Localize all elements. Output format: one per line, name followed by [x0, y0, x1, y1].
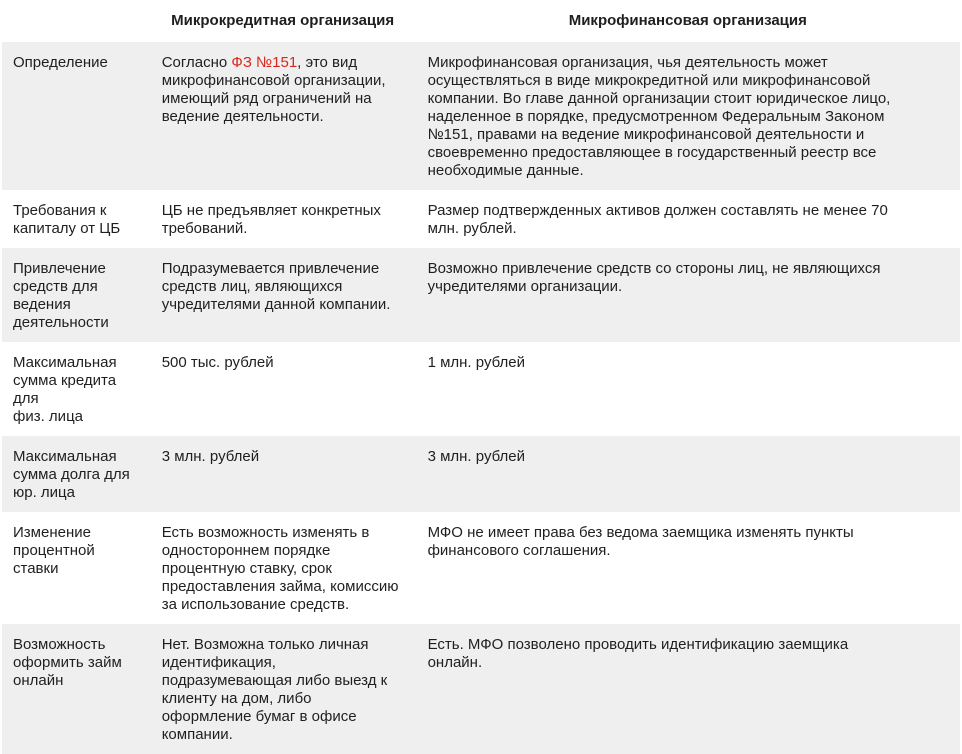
mko-line: ведение деятельности. — [161, 108, 324, 125]
table-row-capital — [2, 190, 960, 248]
label-line: капиталу от ЦБ — [13, 220, 121, 237]
mko-line: требований. — [161, 220, 248, 237]
mfo-cell — [416, 190, 960, 248]
mko-line: клиенту на дом, либо — [161, 690, 312, 707]
label-line: ведения — [13, 296, 71, 313]
fz151-link[interactable]: ФЗ №151 — [231, 54, 298, 71]
row-label — [2, 342, 150, 436]
mfo-cell — [416, 342, 960, 436]
mfo-line: компании. Во главе данной организации стоит юридическое лицо, — [427, 90, 891, 107]
mko-line: 3 млн. рублей — [161, 448, 260, 465]
mko-line — [162, 54, 406, 72]
row-label — [2, 190, 150, 248]
mfo-line: Размер подтвержденных активов должен составлять не менее 70 — [427, 202, 888, 219]
mko-line: одностороннем порядке — [161, 542, 331, 559]
mfo-line: онлайн. — [427, 654, 483, 671]
mko-line: микрофинансовой организации, — [161, 72, 386, 89]
label-line: процентной — [13, 542, 95, 559]
label-line: Привлечение — [13, 260, 106, 277]
mko-cell — [150, 342, 416, 436]
mfo-line: 3 млн. рублей — [427, 448, 526, 465]
mfo-line: наделенное в порядке, предусмотренном Федеральным Законом — [427, 108, 885, 125]
table-row-online-loan — [2, 624, 960, 754]
header-mfo: Микрофинансовая организация — [416, 0, 960, 42]
mko-line: имеющий ряд ограничений на — [161, 90, 372, 107]
row-label — [2, 248, 150, 342]
mko-cell — [150, 190, 416, 248]
label-line: сумма долга для — [13, 466, 130, 483]
mfo-line: МФО не имеет права без ведома заемщика изменять пункты — [427, 524, 854, 541]
mfo-cell — [416, 42, 960, 190]
mfo-cell — [416, 512, 960, 624]
mko-line: учредителями данной компании. — [161, 296, 391, 313]
label-line: оформить займ — [13, 654, 122, 671]
mko-cell — [150, 624, 416, 754]
mfo-cell — [416, 624, 960, 754]
table-row-max-debt — [2, 436, 960, 512]
label-line: физ. лица — [13, 408, 83, 425]
label-line: Возможность — [13, 636, 106, 653]
label-line: сумма кредита для — [13, 372, 117, 407]
row-label — [2, 436, 150, 512]
mko-line: процентную ставку, срок — [161, 560, 332, 577]
mko-cell — [150, 248, 416, 342]
header-empty-cell — [2, 0, 150, 42]
label-line: Максимальная — [13, 354, 117, 371]
mfo-line: Микрофинансовая организация, чья деятельность может — [427, 54, 828, 71]
label-line: средств для — [13, 278, 98, 295]
mko-line: 500 тыс. рублей — [161, 354, 274, 371]
mko-line: подразумевающая либо выезд к — [161, 672, 388, 689]
mko-line: оформление бумаг в офисе — [161, 708, 357, 725]
table-row-interest-rate — [2, 512, 960, 624]
mfo-line: №151, правами на ведение микрофинансовой деятельности и — [427, 126, 865, 143]
label-line: Определение — [13, 54, 108, 71]
header-mko: Микрокредитная организация — [150, 0, 416, 42]
mko-line: компании. — [161, 726, 233, 743]
mfo-line: млн. рублей. — [427, 220, 517, 237]
label-line: онлайн — [13, 672, 64, 689]
mfo-line: своевременно предоставляющее в государственный реестр все — [427, 144, 877, 161]
mko-line: за использование средств. — [161, 596, 350, 613]
mfo-cell — [416, 248, 960, 342]
table-row-max-credit — [2, 342, 960, 436]
row-label — [2, 42, 150, 190]
mfo-line: Возможно привлечение средств со стороны лиц, не являющихся — [427, 260, 881, 277]
mko-line: ЦБ не предъявляет конкретных — [161, 202, 381, 219]
mko-line: идентификация, — [161, 654, 276, 671]
mko-suffix: , это вид — [297, 54, 358, 71]
label-line: ставки — [13, 560, 59, 577]
mfo-line: осуществляться в виде микрокредитной или микрофинансовой — [427, 72, 871, 89]
mfo-cell — [416, 436, 960, 512]
mko-line: Подразумевается привлечение — [161, 260, 380, 277]
row-label — [2, 512, 150, 624]
comparison-table — [2, 0, 960, 754]
mko-cell — [150, 512, 416, 624]
table-header-row — [2, 0, 960, 42]
mko-cell — [150, 436, 416, 512]
mfo-line: финансового соглашения. — [427, 542, 611, 559]
table-row-funding — [2, 248, 960, 342]
mko-line: Есть возможность изменять в — [161, 524, 370, 541]
mfo-line: Есть. МФО позволено проводить идентификацию заемщика — [427, 636, 849, 653]
mko-prefix: Согласно — [161, 54, 232, 71]
mko-cell — [150, 42, 416, 190]
label-line: юр. лица — [13, 484, 75, 501]
table-row-definition — [2, 42, 960, 190]
mko-line: средств лиц, являющихся — [161, 278, 343, 295]
mko-line: Нет. Возможна только личная — [161, 636, 369, 653]
label-line: Требования к — [13, 202, 107, 219]
label-line: Изменение — [13, 524, 91, 541]
mfo-line: 1 млн. рублей — [427, 354, 526, 371]
mfo-line: учредителями организации. — [427, 278, 623, 295]
mko-line: предоставления займа, комиссию — [161, 578, 399, 595]
label-line: деятельности — [13, 314, 109, 331]
mfo-line: необходимые данные. — [427, 162, 584, 179]
row-label — [2, 624, 150, 754]
label-line: Максимальная — [13, 448, 117, 465]
